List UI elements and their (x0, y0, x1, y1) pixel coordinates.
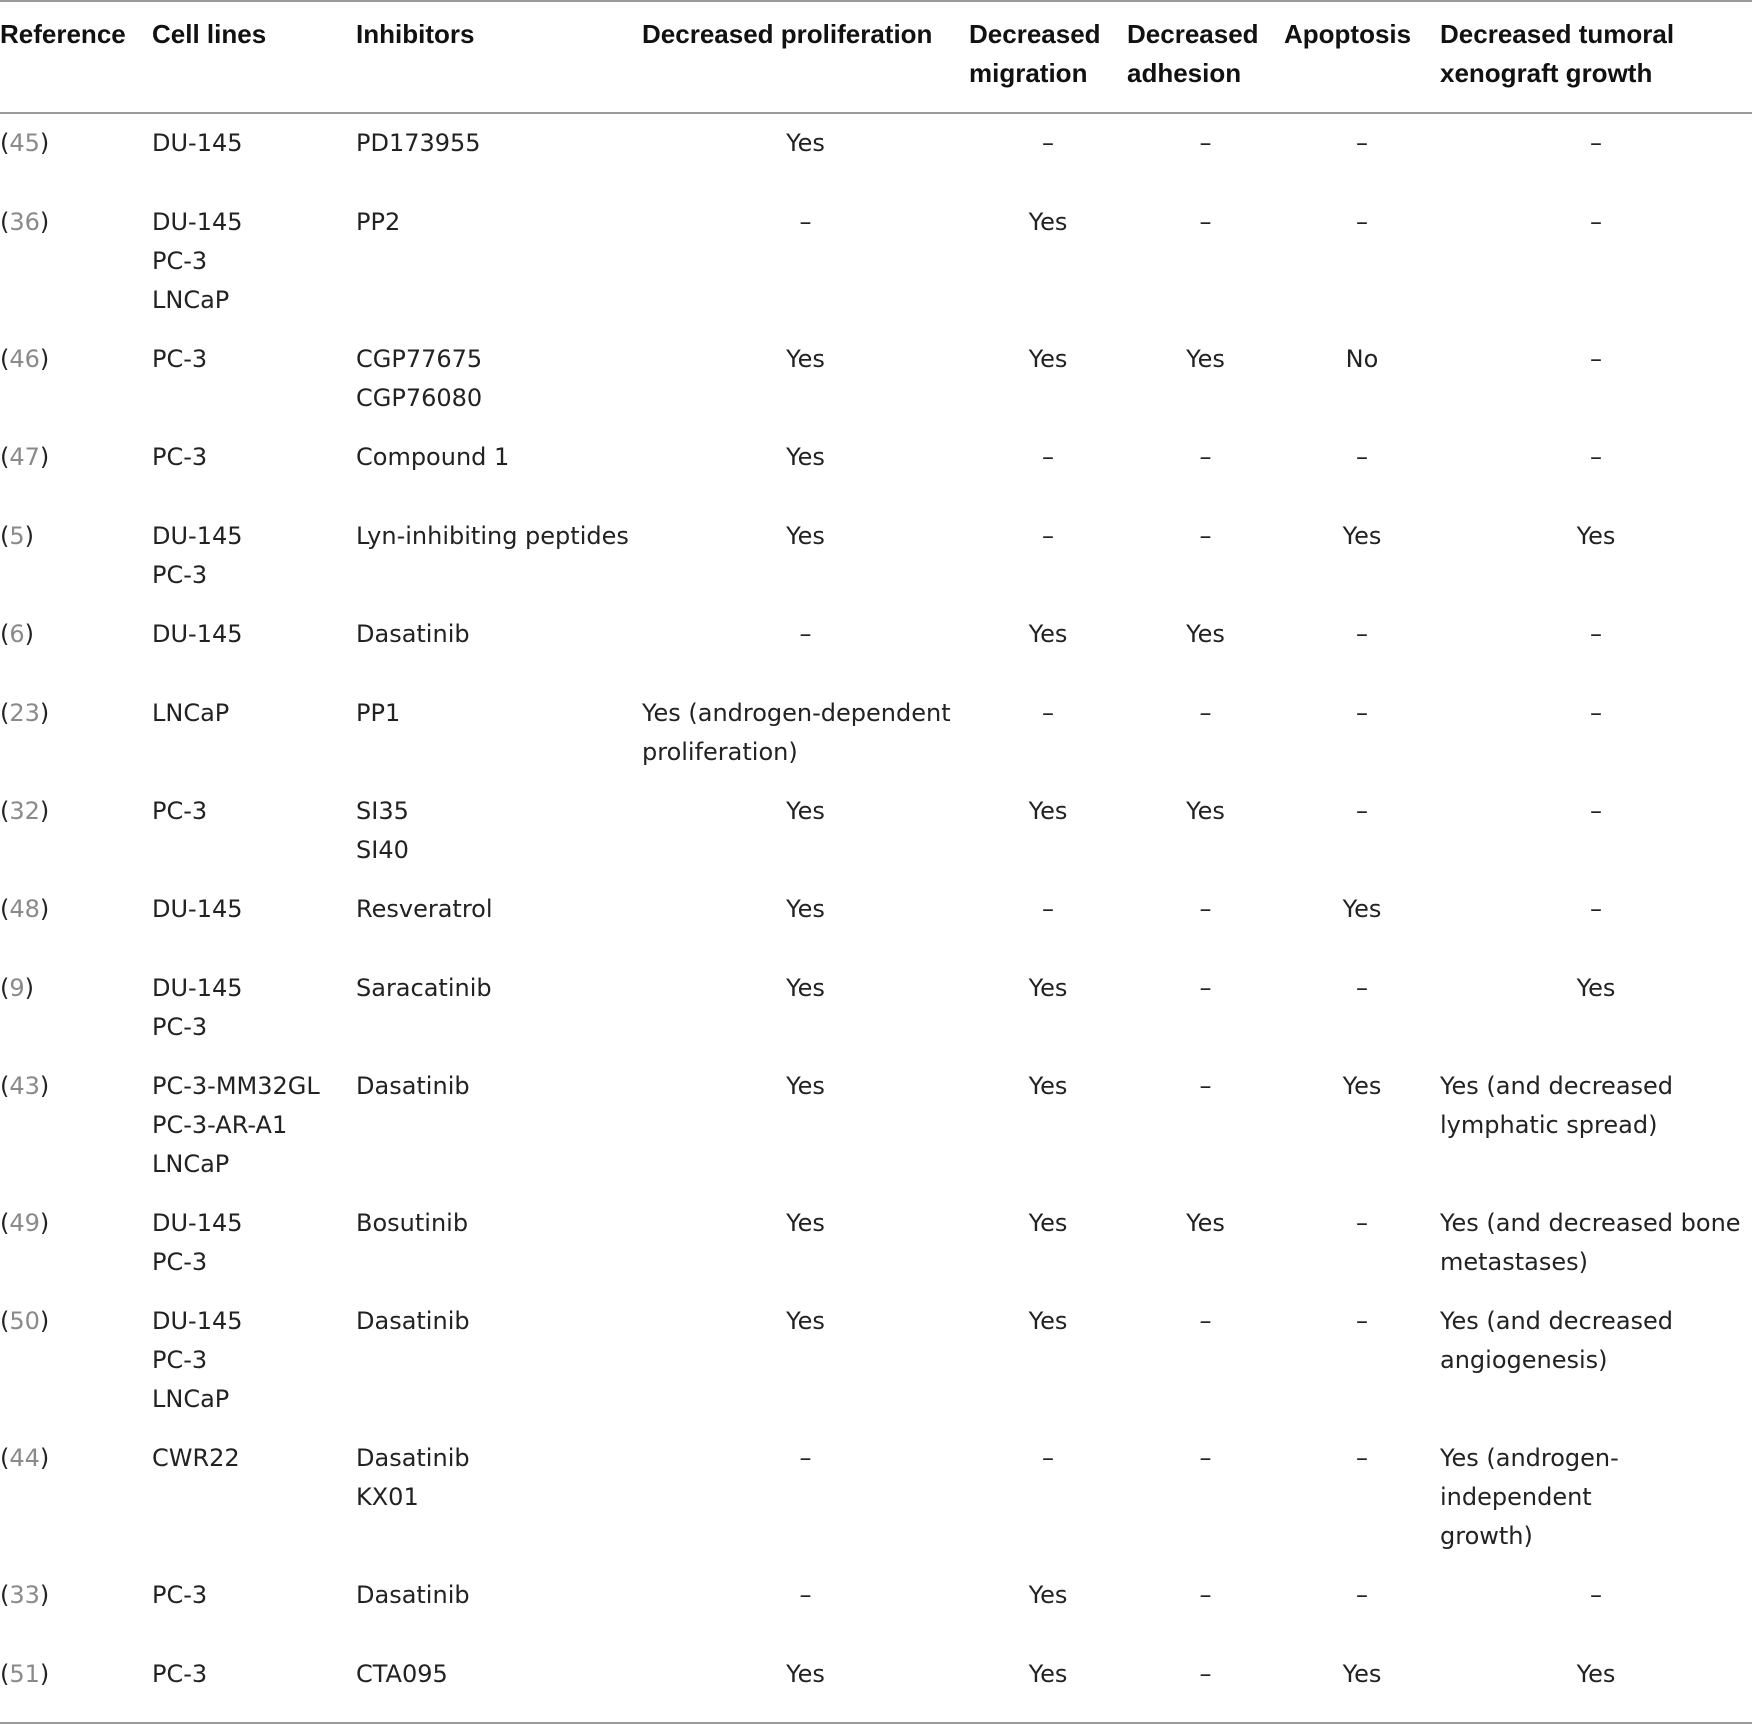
cell-decreased-proliferation: Yes (androgen-dependent proliferation) (642, 699, 951, 766)
cell-inhibitors: SI35 SI40 (356, 797, 409, 864)
cell-decreased-xenograft-growth: – (1590, 208, 1602, 236)
cell-cell-lines: PC-3 (152, 797, 208, 825)
reference-link[interactable]: 36 (9, 208, 40, 236)
cell-apoptosis: – (1356, 1209, 1368, 1237)
cell-apoptosis: Yes (1342, 522, 1382, 550)
cell-reference: (47) (0, 443, 50, 471)
cell-inhibitors: Lyn-inhibiting peptides (356, 522, 629, 550)
cell-decreased-adhesion: – (1199, 208, 1212, 236)
cell-decreased-xenograft-growth: – (1590, 129, 1602, 157)
header-inhibitors: Inhibitors (356, 1, 642, 113)
cell-decreased-migration: Yes (1028, 1307, 1068, 1335)
table-header-row (0, 1, 1752, 113)
reference-link[interactable]: 51 (9, 1660, 40, 1688)
cell-decreased-adhesion: Yes (1186, 797, 1225, 825)
table-row (0, 1194, 1752, 1292)
table-row (0, 507, 1752, 605)
cell-apoptosis: – (1356, 443, 1368, 471)
cell-decreased-proliferation: Yes (786, 345, 825, 373)
cell-apoptosis: – (1356, 208, 1368, 236)
cell-decreased-proliferation: Yes (786, 129, 825, 157)
cell-decreased-migration: Yes (1028, 974, 1068, 1002)
table-row (0, 605, 1752, 684)
cell-decreased-xenograft-growth: – (1590, 443, 1602, 471)
cell-decreased-migration: – (1042, 129, 1054, 157)
cell-cell-lines: PC-3 (152, 345, 208, 373)
cell-reference: (9) (0, 974, 35, 1002)
cell-apoptosis: – (1356, 1581, 1368, 1609)
cell-cell-lines: DU-145 PC-3 (152, 522, 243, 589)
cell-decreased-xenograft-growth: Yes (1440, 1645, 1752, 1723)
cell-inhibitors: Dasatinib (356, 620, 470, 648)
cell-reference: (43) (0, 1072, 50, 1100)
cell-decreased-proliferation: – (799, 208, 812, 236)
cell-reference: (23) (0, 699, 50, 727)
cell-decreased-proliferation: Yes (786, 522, 825, 550)
reference-link[interactable]: 33 (9, 1581, 40, 1609)
cell-inhibitors: CTA095 (356, 1645, 642, 1723)
cell-decreased-adhesion: – (1199, 1307, 1212, 1335)
cell-decreased-migration: Yes (1028, 797, 1068, 825)
cell-apoptosis: No (1345, 345, 1379, 373)
reference-link[interactable]: 6 (9, 620, 25, 648)
cell-decreased-xenograft-growth: Yes (androgen-independent growth) (1440, 1444, 1619, 1550)
table-body (0, 113, 1752, 1723)
cell-apoptosis: Yes (1342, 1072, 1382, 1100)
cell-reference: (48) (0, 895, 50, 923)
table-row (0, 880, 1752, 959)
table-row (0, 1429, 1752, 1566)
cell-inhibitors: Compound 1 (356, 443, 510, 471)
cell-decreased-xenograft-growth: Yes (and decreased lymphatic spread) (1440, 1072, 1674, 1139)
cell-cell-lines: DU-145 PC-3 (152, 1209, 243, 1276)
cell-decreased-proliferation: Yes (786, 895, 825, 923)
cell-decreased-xenograft-growth: Yes (and decreased bone metastases) (1440, 1209, 1741, 1276)
header-decreased-adhesion: Decreased adhesion (1127, 1, 1284, 113)
cell-decreased-adhesion: – (1199, 974, 1212, 1002)
cell-decreased-adhesion: – (1199, 129, 1212, 157)
table-row (0, 684, 1752, 782)
reference-link[interactable]: 9 (9, 974, 25, 1002)
cell-decreased-adhesion: Yes (1186, 620, 1225, 648)
cell-decreased-proliferation: Yes (786, 1209, 825, 1237)
cell-decreased-adhesion: – (1199, 1444, 1212, 1472)
cell-decreased-proliferation: Yes (786, 797, 825, 825)
table-row (0, 1645, 1752, 1723)
cell-apoptosis: – (1356, 1444, 1368, 1472)
cell-cell-lines: PC-3-MM32GL PC-3-AR-A1 LNCaP (152, 1072, 320, 1178)
cell-inhibitors: Dasatinib (356, 1072, 470, 1100)
cell-decreased-migration: Yes (1028, 208, 1068, 236)
table-row (0, 330, 1752, 428)
cell-decreased-adhesion: – (1199, 895, 1212, 923)
cell-cell-lines: DU-145 PC-3 LNCaP (152, 1307, 243, 1413)
cell-cell-lines: LNCaP (152, 699, 230, 727)
reference-link[interactable]: 48 (9, 895, 40, 923)
cell-decreased-migration: Yes (1028, 620, 1068, 648)
cell-decreased-adhesion: – (1199, 522, 1212, 550)
table-row (0, 1566, 1752, 1645)
cell-decreased-migration: Yes (969, 1645, 1127, 1723)
cell-decreased-xenograft-growth: – (1590, 1581, 1602, 1609)
cell-reference: (51) (0, 1645, 152, 1723)
table-row (0, 1057, 1752, 1194)
cell-inhibitors: PP2 (356, 208, 401, 236)
reference-link[interactable]: 5 (9, 522, 25, 550)
cell-inhibitors: Dasatinib (356, 1581, 470, 1609)
reference-link[interactable]: 49 (9, 1209, 40, 1237)
cell-reference: (49) (0, 1209, 50, 1237)
reference-link[interactable]: 50 (9, 1307, 40, 1335)
cell-decreased-proliferation: Yes (786, 443, 825, 471)
reference-link[interactable]: 47 (9, 443, 40, 471)
cell-decreased-adhesion: Yes (1186, 1209, 1225, 1237)
header-reference: Reference (0, 1, 152, 113)
cell-apoptosis: – (1356, 1307, 1368, 1335)
cell-decreased-adhesion: – (1199, 1581, 1212, 1609)
table-row (0, 1292, 1752, 1429)
cell-reference: (36) (0, 208, 50, 236)
cell-cell-lines: DU-145 PC-3 (152, 974, 243, 1041)
cell-apoptosis: Yes (1342, 895, 1382, 923)
cell-decreased-proliferation: – (799, 620, 812, 648)
cell-decreased-migration: – (1042, 699, 1054, 727)
cell-decreased-xenograft-growth: – (1590, 797, 1602, 825)
cell-apoptosis: – (1356, 699, 1368, 727)
cell-decreased-migration: Yes (1028, 1581, 1068, 1609)
cell-reference: (45) (0, 129, 50, 157)
header-decreased-proliferation: Decreased proliferation (642, 1, 969, 113)
cell-decreased-migration: Yes (1028, 1209, 1068, 1237)
cell-apoptosis: – (1356, 620, 1368, 648)
cell-apoptosis: Yes (1284, 1645, 1440, 1723)
cell-decreased-adhesion: – (1199, 443, 1212, 471)
cell-reference: (33) (0, 1581, 50, 1609)
cell-apoptosis: – (1356, 129, 1368, 157)
cell-decreased-adhesion: – (1199, 1072, 1212, 1100)
cell-cell-lines: PC-3 (152, 1581, 208, 1609)
table-row (0, 193, 1752, 330)
cell-apoptosis: – (1356, 797, 1368, 825)
cell-inhibitors: Dasatinib KX01 (356, 1444, 470, 1511)
cell-cell-lines: CWR22 (152, 1444, 240, 1472)
cell-decreased-migration: Yes (1028, 345, 1068, 373)
cell-decreased-xenograft-growth: – (1590, 620, 1602, 648)
cell-inhibitors: Bosutinib (356, 1209, 469, 1237)
reference-link[interactable]: 45 (9, 129, 40, 157)
cell-cell-lines: PC-3 (152, 443, 208, 471)
cell-decreased-migration: – (1042, 1444, 1054, 1472)
cell-decreased-xenograft-growth: Yes (and decreased angiogenesis) (1440, 1307, 1674, 1374)
cell-decreased-xenograft-growth: – (1590, 345, 1602, 373)
cell-inhibitors: PD173955 (356, 129, 481, 157)
cell-decreased-adhesion: Yes (1186, 345, 1225, 373)
cell-decreased-proliferation: Yes (786, 974, 825, 1002)
cell-inhibitors: Saracatinib (356, 974, 492, 1002)
cell-reference: (6) (0, 620, 35, 648)
cell-cell-lines: DU-145 PC-3 LNCaP (152, 208, 243, 314)
table-row (0, 959, 1752, 1057)
cell-decreased-xenograft-growth: – (1590, 699, 1602, 727)
cell-inhibitors: Resveratrol (356, 895, 493, 923)
cell-decreased-migration: – (1042, 522, 1054, 550)
cell-decreased-xenograft-growth: Yes (1576, 522, 1616, 550)
table-row (0, 428, 1752, 507)
cell-reference: (46) (0, 345, 50, 373)
cell-decreased-migration: Yes (1028, 1072, 1068, 1100)
cell-decreased-proliferation: – (799, 1444, 812, 1472)
cell-decreased-migration: – (1042, 443, 1054, 471)
header-apoptosis: Apoptosis (1284, 1, 1440, 113)
cell-reference: (5) (0, 522, 35, 550)
reference-link[interactable]: 44 (9, 1444, 40, 1472)
cell-cell-lines: PC-3 (152, 1645, 356, 1723)
cell-decreased-proliferation: Yes (786, 1072, 825, 1100)
reference-link[interactable]: 32 (9, 797, 40, 825)
cell-decreased-proliferation: Yes (642, 1645, 969, 1723)
cell-apoptosis: – (1356, 974, 1368, 1002)
header-decreased-migration: Decreased migration (969, 1, 1127, 113)
cell-cell-lines: DU-145 (152, 895, 243, 923)
cell-decreased-proliferation: Yes (786, 1307, 825, 1335)
cell-reference: (50) (0, 1307, 50, 1335)
cell-inhibitors: Dasatinib (356, 1307, 470, 1335)
cell-inhibitors: CGP77675 CGP76080 (356, 345, 483, 412)
cell-cell-lines: DU-145 (152, 620, 243, 648)
reference-link[interactable]: 46 (9, 345, 40, 373)
cell-decreased-proliferation: – (799, 1581, 812, 1609)
header-decreased-xenograft-growth: Decreased tumoral xenograft growth (1440, 1, 1752, 113)
reference-link[interactable]: 43 (9, 1072, 40, 1100)
table-row (0, 113, 1752, 193)
cell-decreased-adhesion: – (1199, 699, 1212, 727)
table-row (0, 782, 1752, 880)
header-cell-lines: Cell lines (152, 1, 356, 113)
reference-link[interactable]: 23 (9, 699, 40, 727)
cell-reference: (44) (0, 1444, 50, 1472)
cell-decreased-xenograft-growth: – (1590, 895, 1602, 923)
cell-decreased-adhesion: – (1127, 1645, 1284, 1723)
cell-decreased-xenograft-growth: Yes (1576, 974, 1616, 1002)
cell-reference: (32) (0, 797, 50, 825)
cell-inhibitors: PP1 (356, 699, 401, 727)
cell-cell-lines: DU-145 (152, 129, 243, 157)
cell-decreased-migration: – (1042, 895, 1054, 923)
